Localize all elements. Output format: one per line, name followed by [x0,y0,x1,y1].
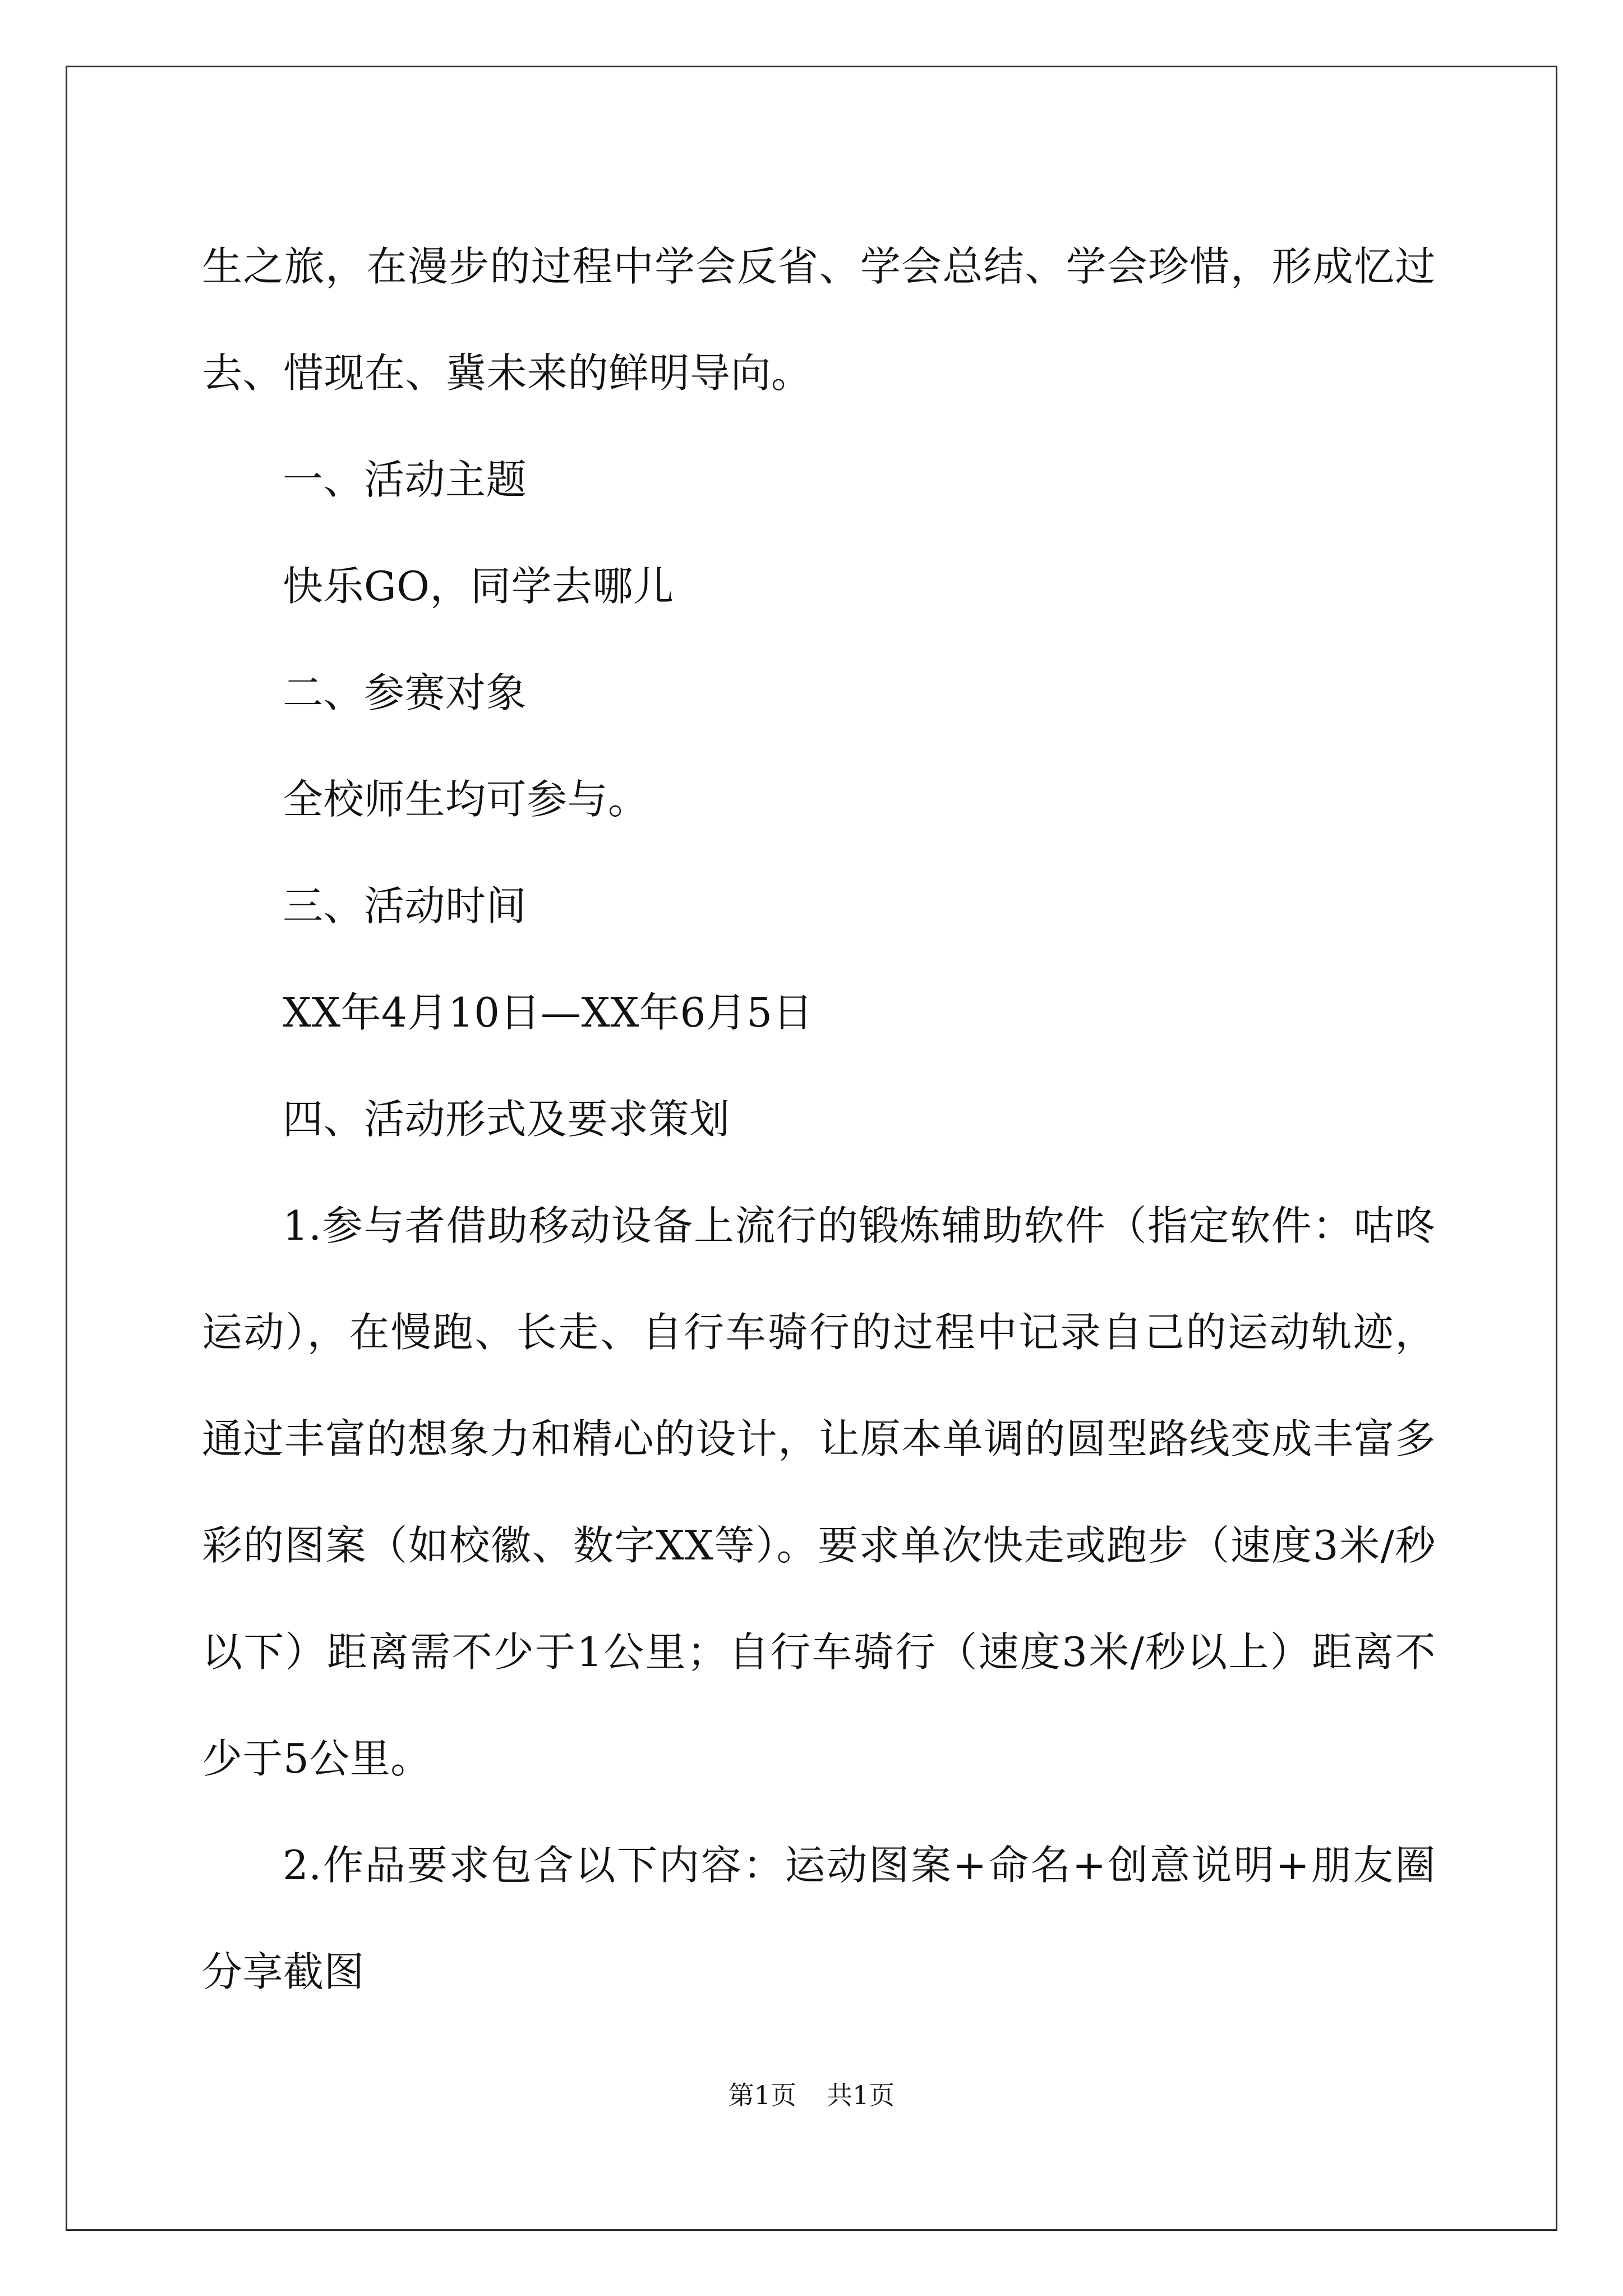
activity-theme-text: 快乐GO，同学去哪儿 [283,563,674,610]
paragraph-intro-continuation: 生之旅，在漫步的过程中学会反省、学会总结、学会珍惜，形成忆过去、惜现在、冀未来的鲜明导向。 [202,243,1436,397]
requirement-item-2: 2.作品要求包含以下内容：运动图案+命名+创意说明+朋友圈分享截图 [202,1842,1436,1995]
section-heading-format-requirements: 四、活动形式及要求策划 [283,1096,730,1143]
section-heading-activity-time: 三、活动时间 [283,882,527,930]
section-heading-participants: 二、参赛对象 [283,669,527,716]
document-content [202,213,1436,2025]
activity-time-text: XX年4月10日—XX年6月5日 [283,989,814,1036]
participants-text: 全校师生均可参与。 [283,776,649,823]
page-footer [0,2078,1623,2112]
page-current-label: 第1页 [728,2080,796,2110]
page-total-label: 共1页 [827,2080,895,2110]
section-heading-activity-theme: 一、活动主题 [283,456,527,503]
requirement-item-1: 1.参与者借助移动设备上流行的锻炼辅助软件（指定软件：咕咚运动），在慢跑、长走、自行车骑行的过程中记录自己的运动轨迹，通过丰富的想象力和精心的设计，让原本单调的圆型路线变成丰富多彩的图案（如校徽、数字XX等）。要求单次快走或跑步（速度3米/秒以下）距离需不少于1公里；自行车骑行（速度3米/秒以上）距离不少于5公里。 [202,1202,1436,1782]
